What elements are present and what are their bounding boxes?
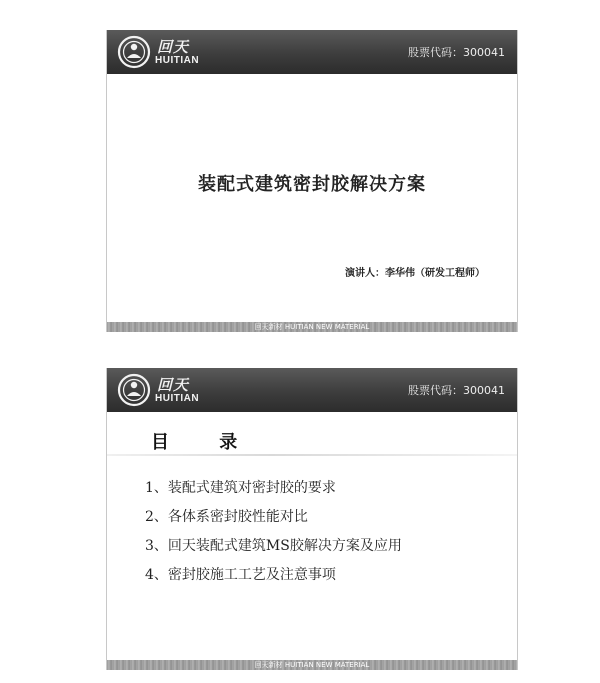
contents-heading: 目 录 [151, 432, 260, 453]
list-item: 2、各体系密封胶性能对比 [145, 509, 308, 525]
heading-divider [107, 454, 517, 456]
logo-emblem-icon [117, 373, 151, 407]
logo-name-en: HUITIAN [155, 393, 200, 404]
contents-list [145, 474, 402, 590]
slide-header [107, 30, 517, 74]
footer-text: 回天新材 HUITIAN NEW MATERIAL [254, 323, 370, 331]
company-logo [117, 373, 237, 407]
company-logo [117, 35, 237, 69]
speaker-line: 演讲人：李华伟（研发工程师） [345, 268, 485, 279]
stock-code: 股票代码：300041 [408, 46, 505, 59]
list-item: 1、装配式建筑对密封胶的要求 [145, 480, 336, 496]
slide-header [107, 368, 517, 412]
list-item: 3、回天装配式建筑MS胶解决方案及应用 [145, 538, 402, 554]
contents-slide [106, 368, 518, 670]
title-slide [106, 30, 518, 332]
presentation-title: 装配式建筑密封胶解决方案 [198, 174, 426, 195]
logo-name-en: HUITIAN [155, 55, 200, 66]
logo-name-cn: 回天 [157, 38, 190, 56]
logo-name-cn: 回天 [157, 376, 190, 394]
footer-text: 回天新材 HUITIAN NEW MATERIAL [254, 661, 370, 669]
slide-footer [107, 322, 517, 332]
stock-code: 股票代码：300041 [408, 384, 505, 397]
slide-footer [107, 660, 517, 670]
logo-emblem-icon [117, 35, 151, 69]
list-item: 4、密封胶施工工艺及注意事项 [145, 567, 336, 583]
